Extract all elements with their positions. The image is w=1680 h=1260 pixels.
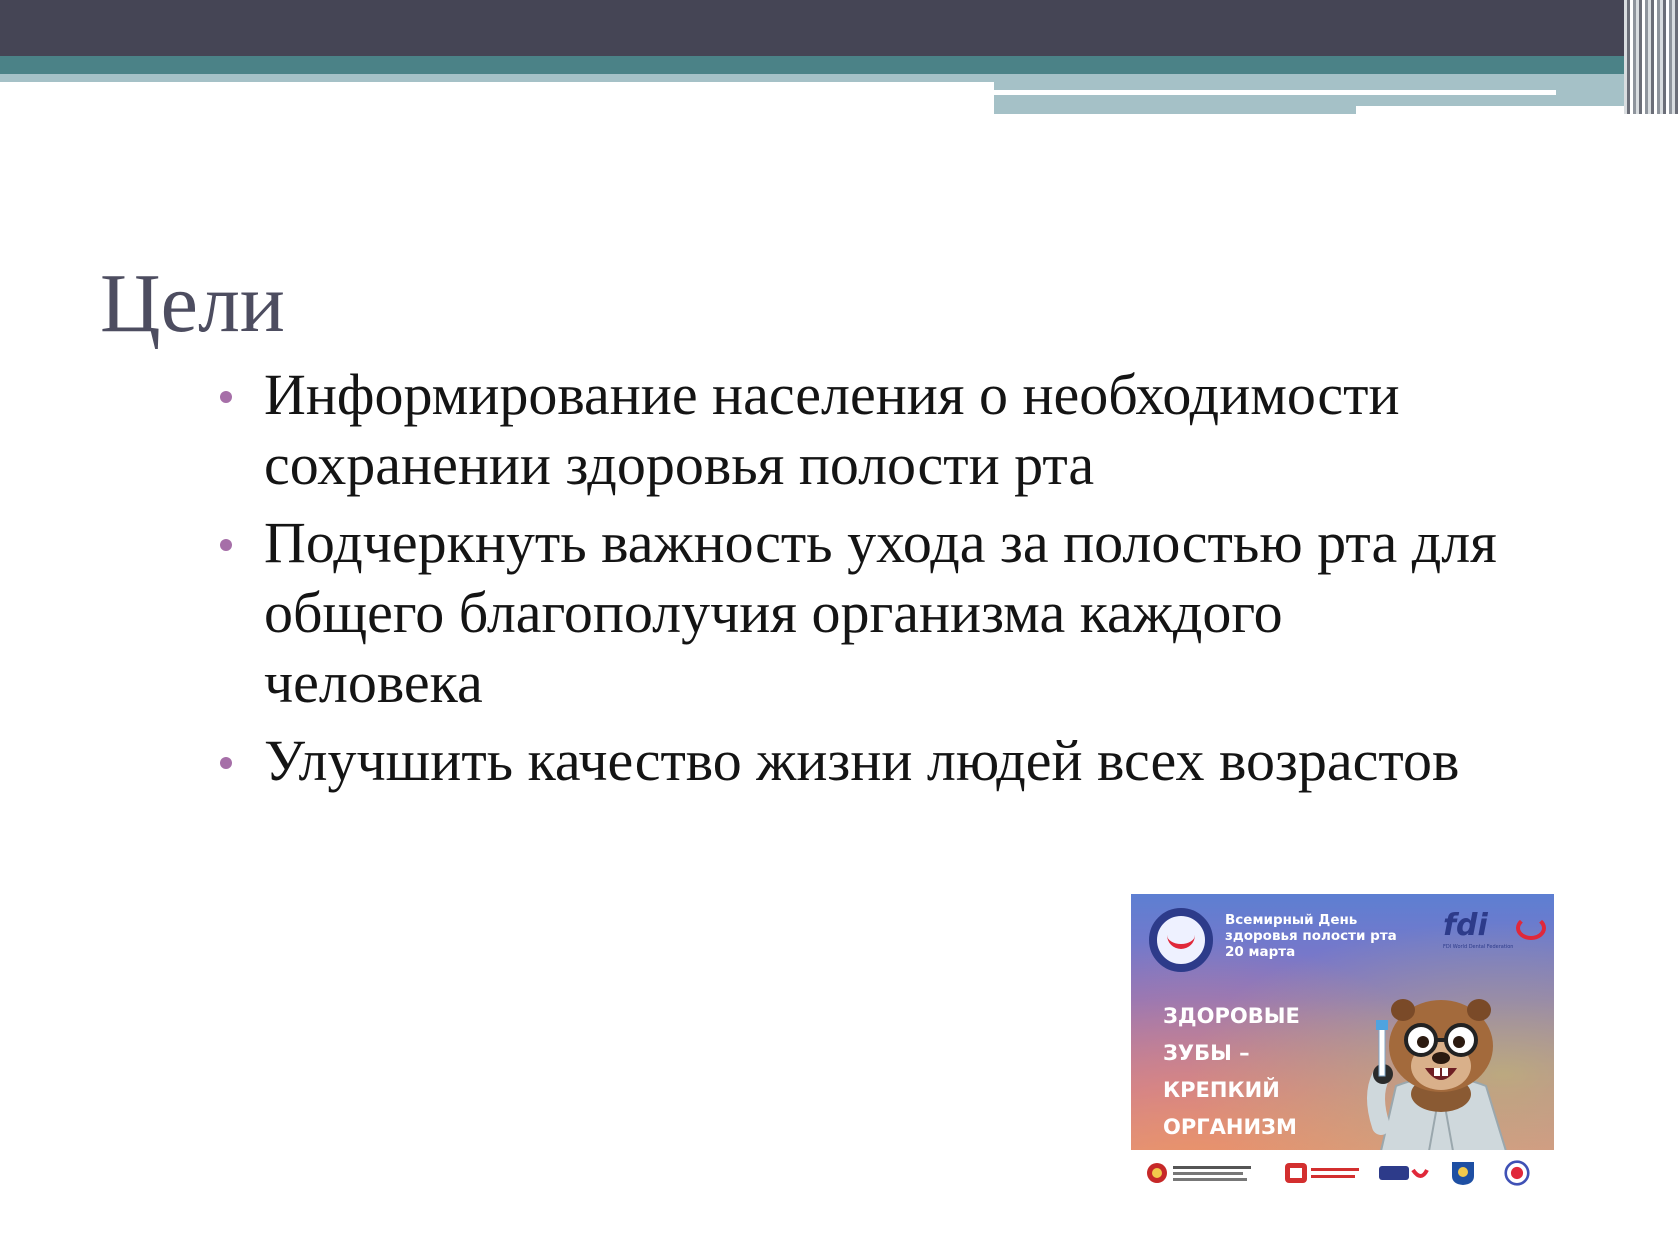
goal-item xyxy=(214,726,1514,796)
header-stripes xyxy=(1624,0,1680,114)
fdi-arc-icon xyxy=(1516,916,1546,940)
poster-header xyxy=(1225,912,1435,960)
goal-item xyxy=(214,360,1514,500)
header-accent-line xyxy=(994,90,1556,95)
slogan-line: ЗДОРОВЫЕ xyxy=(1163,1004,1300,1028)
smile-logo-icon xyxy=(1149,908,1213,972)
dental-association-logo-icon xyxy=(1283,1160,1363,1186)
fdi-subtitle: FDI World Dental Federation xyxy=(1443,944,1514,950)
poster-slogan xyxy=(1163,998,1300,1146)
ministry-emblem-icon xyxy=(1145,1160,1255,1186)
bullet-icon xyxy=(220,757,232,769)
goal-text: Подчеркнуть важность ухода за полостью рта для общего благополучия организма каждого человека xyxy=(264,510,1497,715)
fdi-logo-icon: fdi xyxy=(1443,908,1488,943)
poster-header-line: здоровья полости рта xyxy=(1225,928,1397,944)
poster-footer xyxy=(1131,1150,1554,1194)
goal-item xyxy=(214,508,1514,718)
regional-emblem-icon xyxy=(1449,1160,1477,1186)
header-band-teal xyxy=(0,56,1680,74)
bullet-icon xyxy=(220,539,232,551)
fdi-footer-logo-icon xyxy=(1377,1160,1429,1186)
header-band-light-left xyxy=(0,74,994,82)
bullet-icon xyxy=(220,391,232,403)
poster-header-line: 20 марта xyxy=(1225,944,1296,960)
poster-header-line: Всемирный День xyxy=(1225,912,1358,928)
slogan-line: ЗУБЫ – xyxy=(1163,1041,1250,1065)
goal-text: Информирование населения о необходимости сохранении здоровья полости рта xyxy=(264,362,1400,497)
header-band-dark xyxy=(0,0,1680,56)
slide-title: Цели xyxy=(100,257,285,350)
goal-text: Улучшить качество жизни людей всех возрастов xyxy=(264,728,1460,793)
oral-health-day-poster xyxy=(1131,894,1554,1194)
goals-list xyxy=(214,360,1514,804)
slogan-line: КРЕПКИЙ xyxy=(1163,1078,1280,1102)
round-seal-icon xyxy=(1497,1160,1537,1186)
beaver-dentist-mascot-icon xyxy=(1341,976,1541,1151)
slogan-line: ОРГАНИЗМ xyxy=(1163,1115,1297,1139)
